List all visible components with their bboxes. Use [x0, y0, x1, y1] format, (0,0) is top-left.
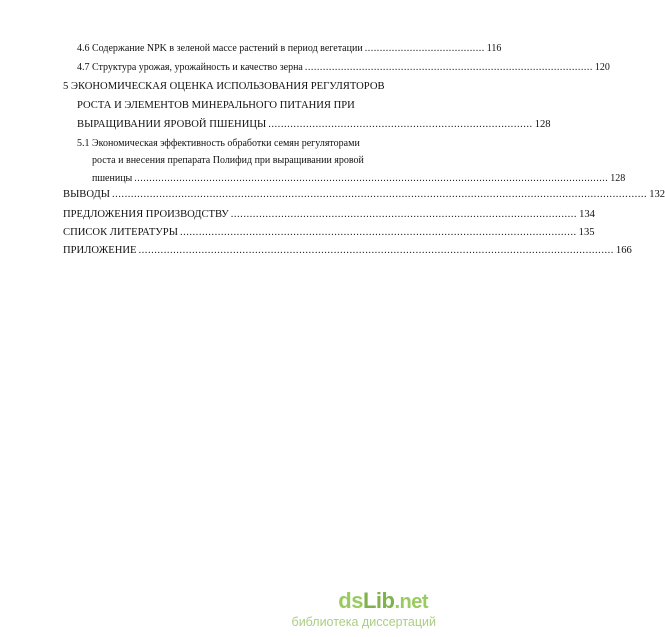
- toc-entry-4-6[interactable]: [77, 43, 502, 54]
- leader-dots: ..............................................................................................................................: [179, 227, 577, 238]
- toc-entry-page: 128: [610, 173, 626, 184]
- toc-entry-label: ПРЕДЛОЖЕНИЯ ПРОИЗВОДСТВУ: [63, 209, 229, 220]
- toc-entry-5-line-2[interactable]: РОСТА И ЭЛЕМЕНТОВ МИНЕРАЛЬНОГО ПИТАНИЯ ПРИ: [77, 100, 355, 111]
- dslib-subtitle: библиотека диссертаций: [291, 615, 436, 629]
- leader-dots: ........................................: [364, 43, 485, 54]
- toc-entry-page: 116: [486, 43, 502, 54]
- toc-entry-label: 4.7 Структура урожая, урожайность и качество зерна: [77, 62, 303, 73]
- toc-entry-conclusions[interactable]: [63, 189, 665, 201]
- toc-entry-page: 134: [579, 209, 595, 220]
- leader-dots: ................................................................................................: [304, 62, 593, 73]
- toc-entry-appendix[interactable]: [63, 245, 632, 257]
- dslib-watermark: [278, 590, 436, 632]
- leader-dots: ..............................................................................................................................................................: [134, 173, 609, 184]
- toc-entry-page: 128: [534, 119, 551, 130]
- toc-entry-label: 4.6 Содержание NPK в зеленой массе растений в период вегетации: [77, 43, 363, 54]
- leader-dots: .......................................................................................................................................................: [138, 245, 614, 256]
- toc-entry-5-1[interactable]: [92, 173, 626, 184]
- toc-entry-page: 135: [578, 227, 595, 238]
- leader-dots: ..........................................................................................................................................................................: [111, 189, 648, 200]
- toc-entry-label: СПИСОК ЛИТЕРАТУРЫ: [63, 227, 178, 238]
- toc-entry-label: пшеницы: [92, 173, 133, 184]
- toc-entry-label: ВЫРАЩИВАНИИ ЯРОВОЙ ПШЕНИЦЫ: [77, 119, 267, 130]
- leader-dots: ....................................................................................: [268, 119, 533, 130]
- leader-dots: ..............................................................................................................: [230, 209, 578, 220]
- toc-entry-page: 120: [594, 62, 610, 73]
- toc-entry-label: ВЫВОДЫ: [63, 189, 110, 200]
- toc-entry-5-1-line-2[interactable]: роста и внесения препарата Полифид при выращивании яровой: [92, 155, 364, 166]
- toc-entry-recommendations[interactable]: [63, 209, 595, 221]
- toc-entry-references[interactable]: [63, 227, 595, 239]
- toc-entry-5-1-line-1[interactable]: 5.1 Экономическая эффективность обработки семян регуляторами: [77, 138, 360, 149]
- toc-entry-page: 166: [615, 245, 632, 256]
- toc-entry-5[interactable]: [77, 119, 551, 131]
- toc-entry-4-7[interactable]: [77, 62, 610, 73]
- toc-entry-5-line-1[interactable]: 5 ЭКОНОМИЧЕСКАЯ ОЦЕНКА ИСПОЛЬЗОВАНИЯ РЕГУЛЯТОРОВ: [63, 81, 385, 92]
- toc-entry-page: 132: [649, 189, 665, 200]
- toc-entry-label: ПРИЛОЖЕНИЕ: [63, 245, 137, 256]
- dslib-logo: dsLib.net: [338, 588, 428, 613]
